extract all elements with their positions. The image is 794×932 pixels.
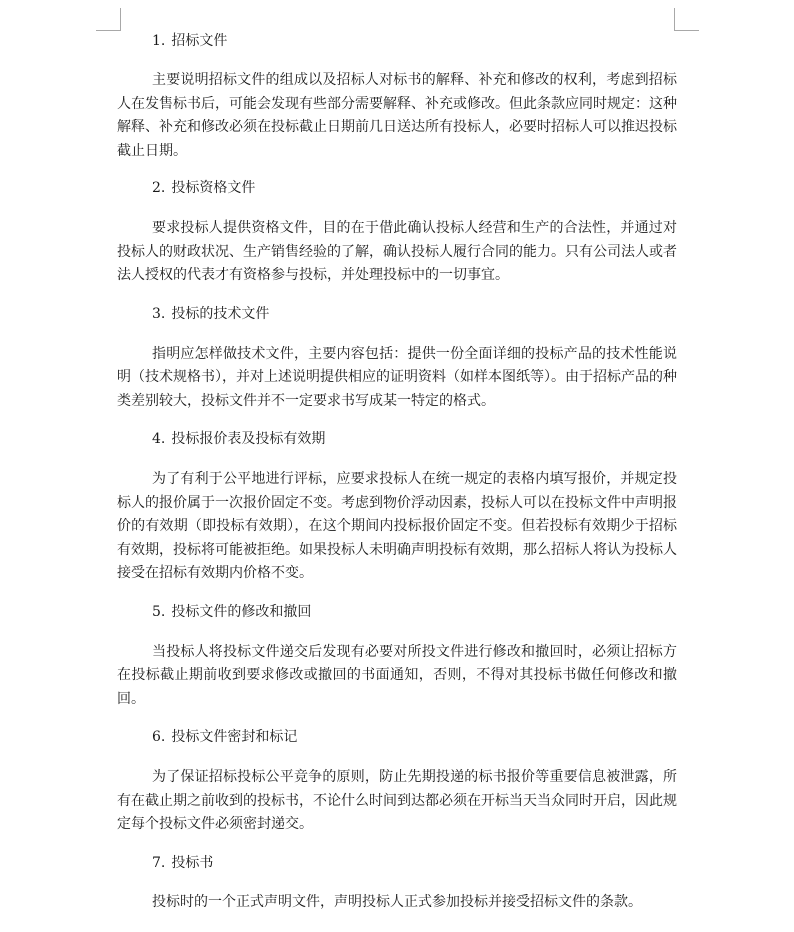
section-paragraph: 当投标人将投标文件递交后发现有必要对所投文件进行修改和撤回时，必须让招标方在投标截止期前收到要求修改或撤回的书面通知，否则，不得对其投标书做任何修改和撤回。: [117, 643, 677, 707]
section-heading: [117, 853, 677, 874]
section-title: 招标文件: [171, 33, 228, 49]
page-corner-mark-top-right: [674, 8, 699, 31]
section-price-and-validity: [117, 429, 677, 586]
section-paragraph: 主要说明招标文件的组成以及招标人对标书的解释、补充和修改的权利，考虑到招标人在发售标书后，可能会发现有些部分需要解释、补充或修改。但此条款应同时规定：这种解释、补充和修改必须在投标截止日期前几日送达所有投标人，必要时招标人可以推迟投标截止日期。: [117, 72, 677, 159]
section-heading: [117, 178, 677, 199]
section-number: 2.: [152, 180, 166, 196]
section-heading: [117, 727, 677, 748]
document-body[interactable]: [117, 31, 677, 914]
section-bid-letter: [117, 853, 677, 915]
section-number: 1.: [152, 33, 166, 49]
section-technical-documents: [117, 304, 677, 414]
section-tender-documents: [117, 31, 677, 163]
section-number: 6.: [152, 729, 166, 745]
section-number: 3.: [152, 305, 166, 322]
section-paragraph: 投标时的一个正式声明文件，声明投标人正式参加投标并接受招标文件的条款。: [152, 893, 642, 910]
section-number: 7.: [152, 854, 166, 871]
section-title: 投标文件的修改和撤回: [171, 603, 312, 620]
section-heading: [117, 31, 677, 52]
section-heading: [117, 429, 677, 450]
section-paragraph: 为了有利于公平地进行评标，应要求投标人在统一规定的表格内填写报价，并规定投标人的报价属于一次报价固定不变。考虑到物价浮动因素，投标人可以在投标文件中声明报价的有效期（即投标有效期），在这个期间内投标报价固定不变。但若投标有效期少于招标有效期，投标将可能被拒绝。如果投标人未明确声明投标有效期，那么招标人将认为投标人接受在招标有效期内价格不变。: [117, 471, 677, 581]
section-title: 投标报价表及投标有效期: [171, 431, 326, 447]
section-title: 投标资格文件: [171, 180, 256, 196]
page-corner-mark-top-left: [96, 8, 121, 31]
section-heading: [117, 304, 677, 325]
section-sealing-marking: [117, 727, 677, 837]
section-number: 5.: [152, 603, 166, 620]
section-paragraph: 为了保证招标投标公平竞争的原则，防止先期投递的标书报价等重要信息被泄露，所有在截止期之前收到的投标书，不论什么时间到达都必须在开标当天当众同时开启，因此规定每个投标文件必须密封递交。: [117, 769, 677, 832]
section-paragraph: 要求投标人提供资格文件，目的在于借此确认投标人经营和生产的合法性，并通过对投标人的财政状况、生产销售经验的了解，确认投标人履行合同的能力。只有公司法人或者法人授权的代表才有资格参与投标，并处理投标中的一切事宜。: [117, 220, 677, 283]
section-number: 4.: [152, 431, 166, 447]
section-title: 投标书: [171, 854, 214, 871]
section-modification-withdrawal: [117, 602, 677, 712]
section-heading: [117, 602, 677, 623]
section-title: 投标的技术文件: [171, 305, 270, 322]
section-qualification-documents: [117, 178, 677, 288]
section-paragraph: 指明应怎样做技术文件，主要内容包括：提供一份全面详细的投标产品的技术性能说明（技术规格书），并对上述说明提供相应的证明资料（如样本图纸等）。由于招标产品的种类差别较大，投标文件并不一定要求书写成某一特定的格式。: [117, 345, 677, 409]
section-title: 投标文件密封和标记: [171, 729, 298, 745]
